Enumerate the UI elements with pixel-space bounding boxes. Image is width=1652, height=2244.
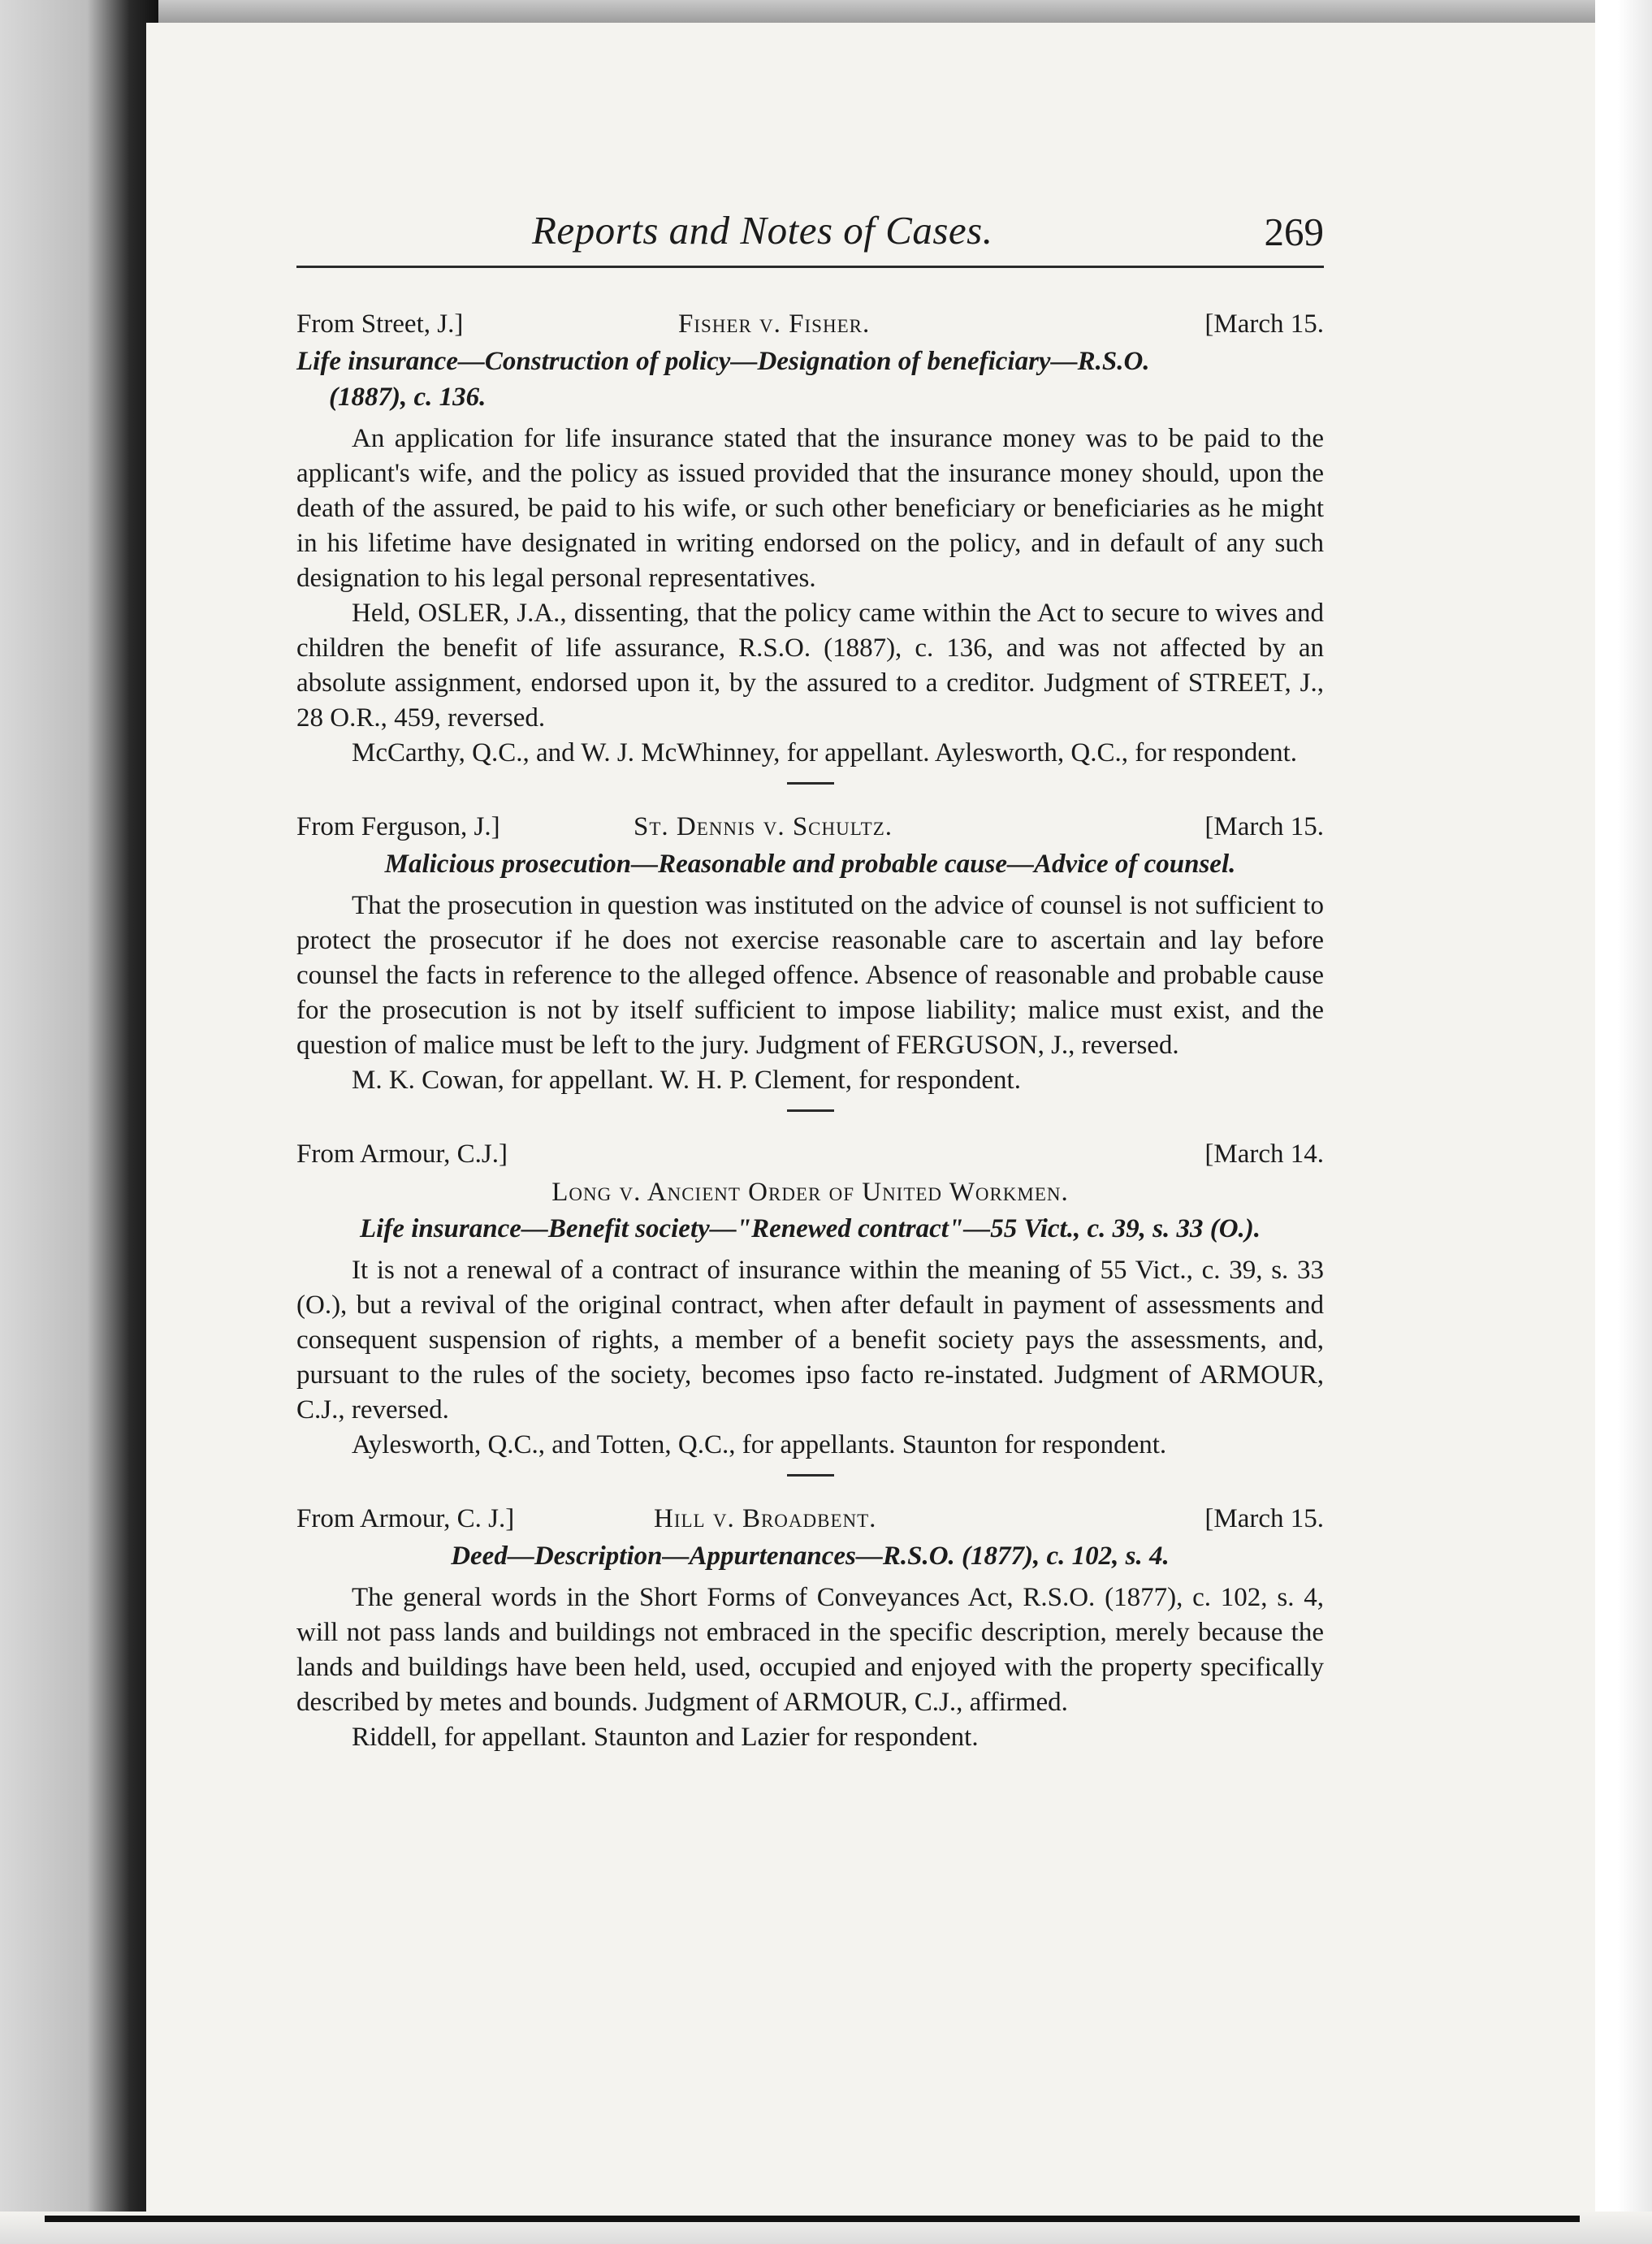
case-counsel: Aylesworth, Q.C., and Totten, Q.C., for appellants. Staunton for respondent. (352, 1430, 1167, 1459)
case-date: [March 15. (1204, 1504, 1324, 1533)
case-separator (787, 782, 834, 785)
case-st-dennis-v-schultz (296, 807, 1324, 1112)
scan-shadow-left (0, 0, 158, 2244)
case-paragraph: That the prosecution in question was instituted on the advice of counsel is not sufficient to protect the prosecutor if he does not exercise reasonable care to ascertain and lay before counsel the facts in reference to the alleged offence. Absence of reasonable and probable cause for the prosecution is not by itself sufficient to impose liability; malice must exist, and the question of malice must be left to the jury. Judgment of FERGUSON, J., reversed. (296, 891, 1324, 1060)
case-from: From Armour, C. J.] (296, 1504, 515, 1533)
case-date: [March 14. (1204, 1139, 1324, 1169)
case-parties: Hill v. Broadbent. (654, 1504, 877, 1533)
page-number: 269 (1264, 210, 1324, 254)
case-from: From Street, J.] (296, 309, 464, 339)
case-paragraph: The general words in the Short Forms of Conveyances Act, R.S.O. (1877), c. 102, s. 4, will not pass lands and buildings not embraced in the specific description, merely because the lands and buildings have been held, used, occupied and enjoyed with the property specifically described by metes and bounds. Judgment of ARMOUR, C.J., affirmed. (296, 1583, 1324, 1717)
case-headnote (296, 344, 1324, 415)
case-headnote (296, 1538, 1324, 1574)
case-paragraph: An application for life insurance stated that the insurance money was to be paid to the applicant's wife, and the policy as issued provided that the insurance money should, upon the death of the assured, be paid to his wife, or such other beneficiary or beneficiaries as he might in his lifetime have designated in writing endorsed on the policy, and in default of any such designation to his legal personal representatives. (296, 424, 1324, 593)
case-paragraph: Held, OSLER, J.A., dissenting, that the policy came within the Act to secure to wives and children the benefit of life assurance, R.S.O. (1887), c. 136, and was not affected by an absolute assignment, endorsed upon it, by the assured to a creditor. Judgment of STREET, J., 28 O.R., 459, reversed. (296, 599, 1324, 733)
scan-border-top (0, 0, 1652, 24)
case-date: [March 15. (1204, 812, 1324, 841)
case-date: [March 15. (1204, 309, 1324, 339)
head-rule (296, 266, 1324, 268)
case-counsel: Riddell, for appellant. Staunton and Lazier for respondent. (352, 1723, 979, 1752)
case-counsel: McCarthy, Q.C., and W. J. McWhinney, for appellant. Aylesworth, Q.C., for respondent. (352, 738, 1297, 767)
case-parties: Long v. Ancient Order of United Workmen. (551, 1178, 1069, 1207)
headnote-line: Life insurance—Construction of policy—Designation of beneficiary—R.S.O. (296, 347, 1150, 376)
case-long-v-aouw (296, 1135, 1324, 1477)
headnote-line: Deed—Description—Appurtenances—R.S.O. (1877), c. 102, s. 4. (451, 1541, 1170, 1571)
case-parties: St. Dennis v. Schultz. (634, 812, 893, 841)
case-from: From Ferguson, J.] (296, 812, 500, 841)
case-parties: Fisher v. Fisher. (678, 309, 871, 339)
case-separator (787, 1109, 834, 1112)
case-from: From Armour, C.J.] (296, 1139, 508, 1169)
scan-edge-right (1595, 0, 1652, 2244)
headnote-line: (1887), c. 136. (329, 383, 487, 412)
headnote-line: Life insurance—Benefit society—"Renewed contract"—55 Vict., c. 39, s. 33 (O.). (359, 1214, 1261, 1243)
headnote-line: Malicious prosecution—Reasonable and probable cause—Advice of counsel. (384, 850, 1236, 879)
case-header (296, 305, 1324, 344)
running-head (296, 207, 1324, 272)
running-title: Reports and Notes of Cases. (532, 208, 993, 253)
case-header (296, 1499, 1324, 1538)
case-separator (787, 1474, 834, 1477)
case-headnote (296, 846, 1324, 882)
case-fisher-v-fisher (296, 305, 1324, 785)
scan-bottom-rule (45, 2216, 1580, 2222)
case-counsel: M. K. Cowan, for appellant. W. H. P. Clement, for respondent. (352, 1066, 1021, 1095)
case-header (296, 807, 1324, 846)
case-header (296, 1135, 1324, 1174)
case-hill-v-broadbent (296, 1499, 1324, 1755)
case-paragraph: It is not a renewal of a contract of insurance within the meaning of 55 Vict., c. 39, s. 33 (O.), but a revival of the original contract, when after default in payment of assessments and consequent suspension of rights, a member of a benefit society pays the assessments, and, pursuant to the rules of the society, becomes ipso facto re-instated. Judgment of ARMOUR, C.J., reversed. (296, 1256, 1324, 1425)
case-headnote (296, 1211, 1324, 1247)
page-content (296, 207, 1324, 1755)
